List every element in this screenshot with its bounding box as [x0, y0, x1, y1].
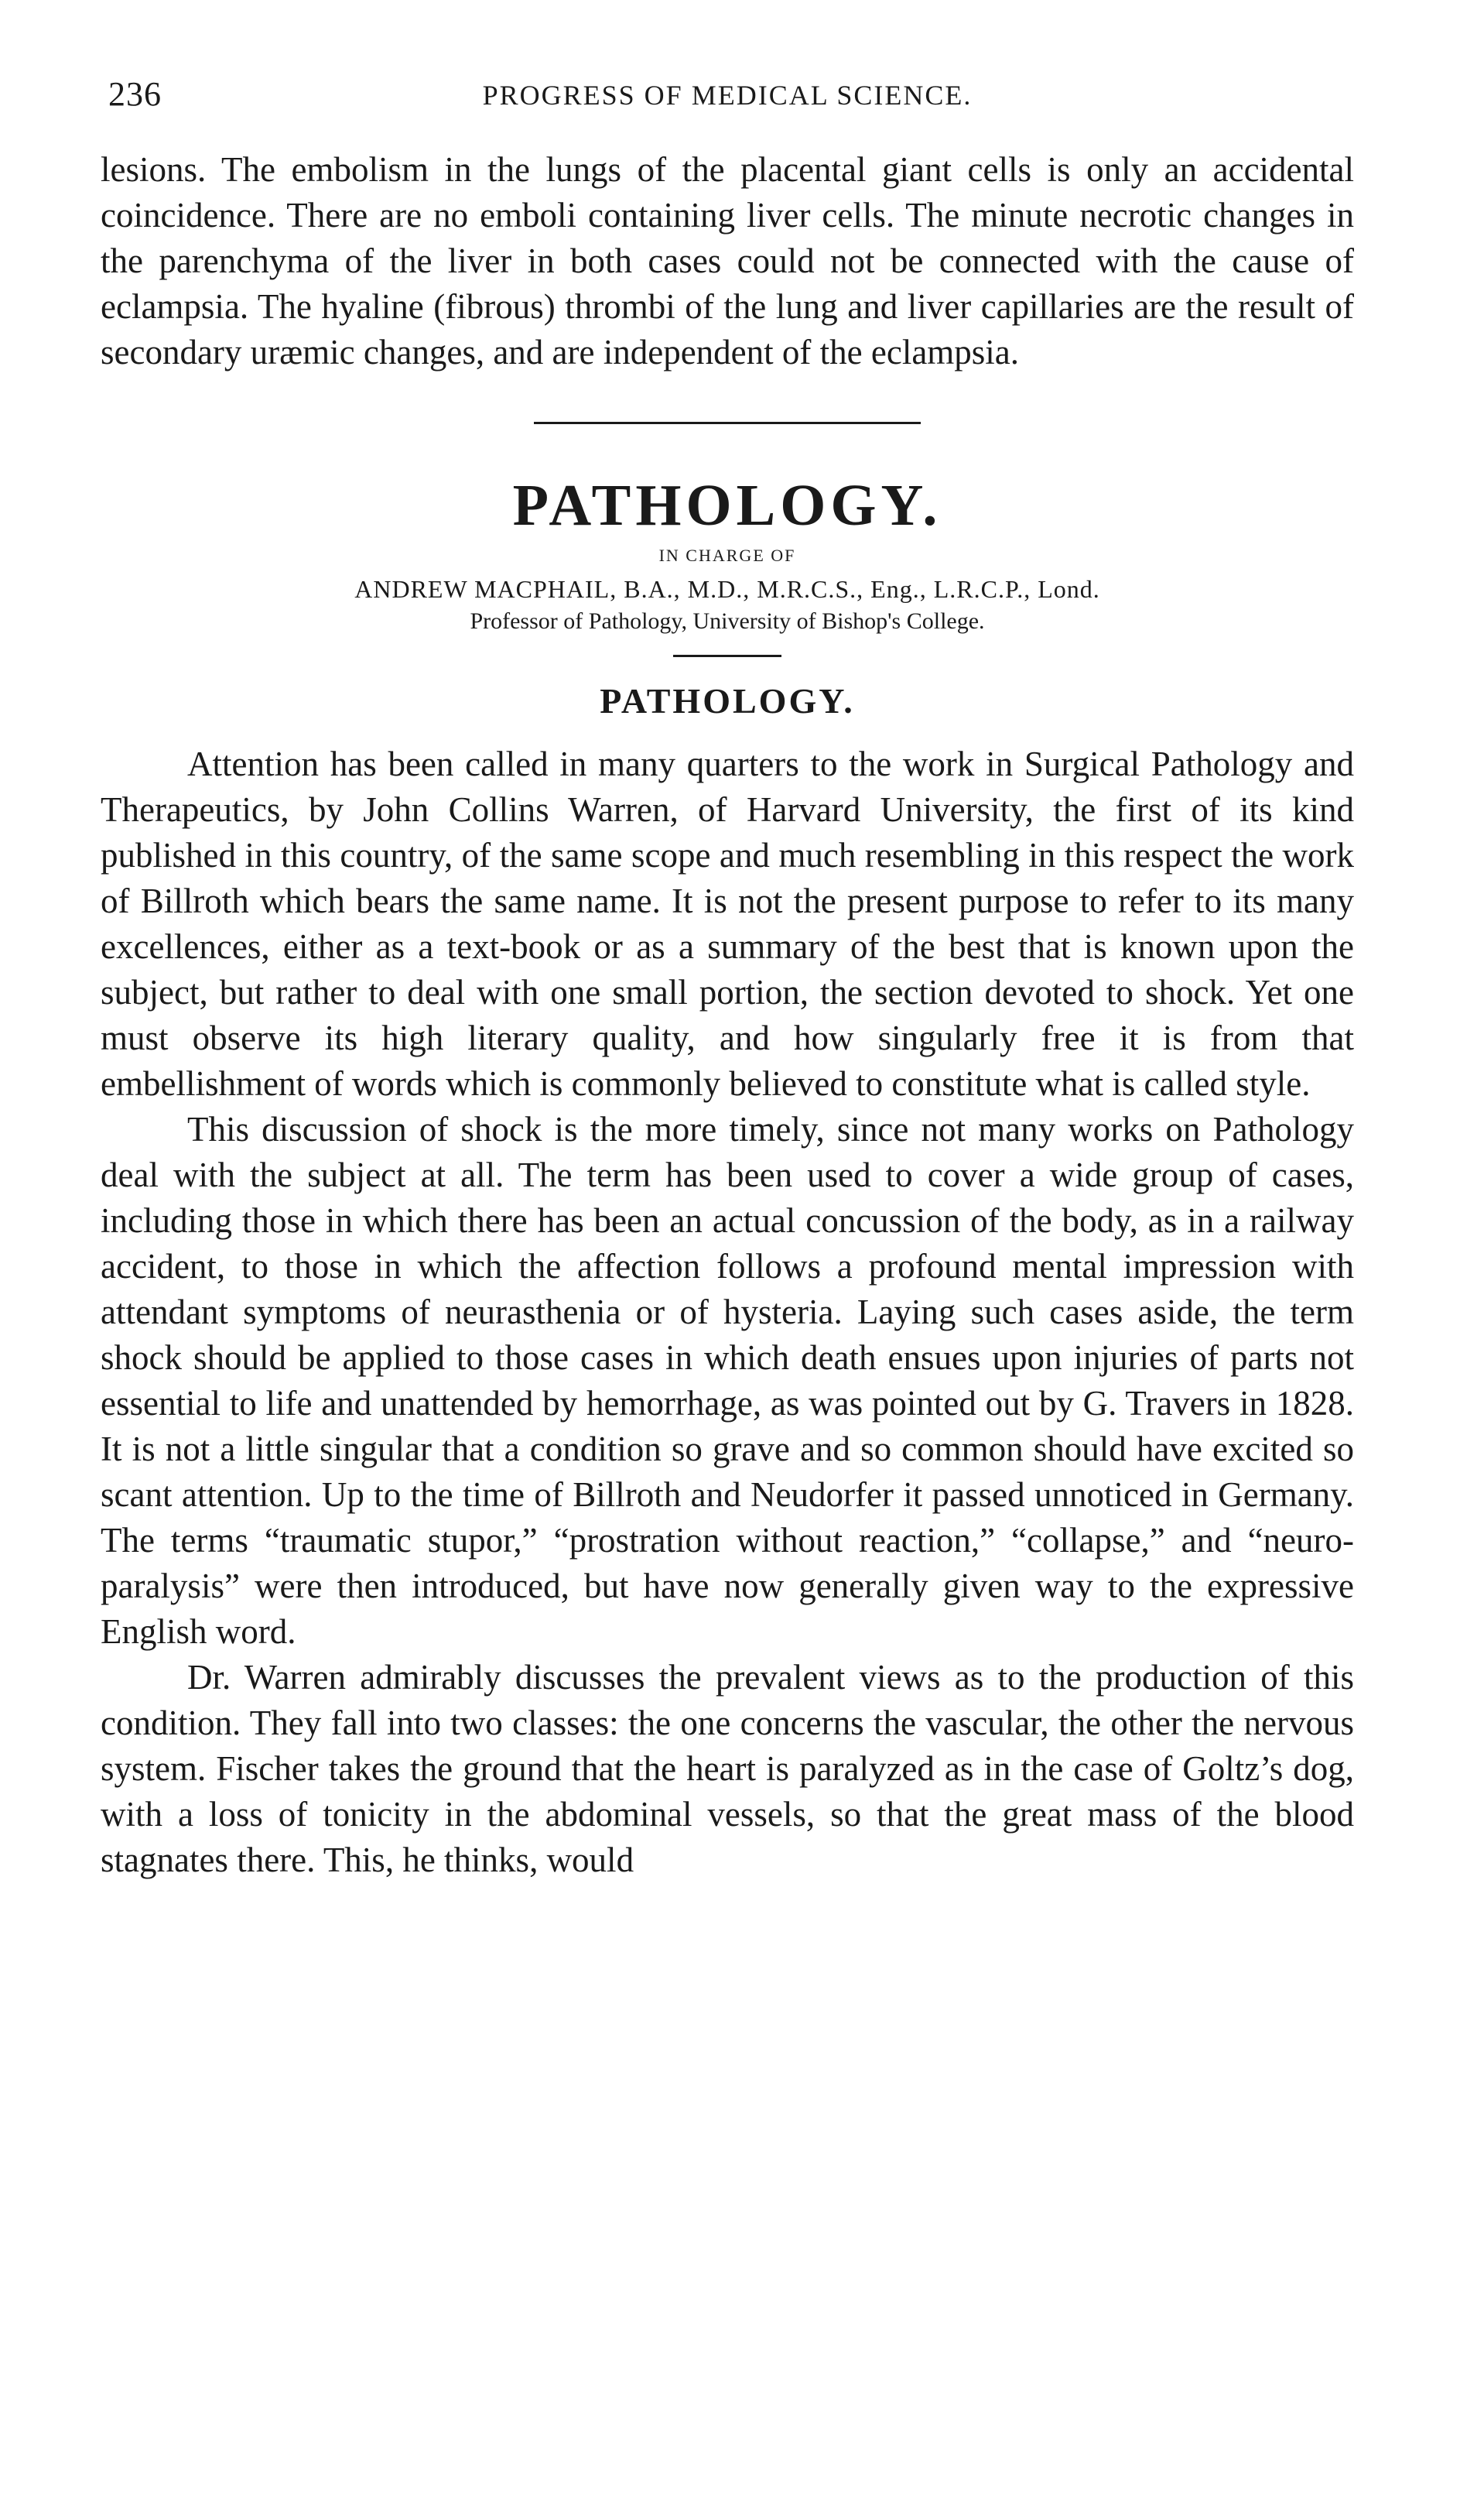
book-page: [101, 74, 1354, 1883]
body-paragraph: Attention has been called in many quarters to the work in Surgical Pathology and Therapeutics, by John Collins Warren, of Harvard University, the first of its kind published in this country, of the same scope and much resembling in this respect the work of Billroth which bears the same name. It is not the present purpose to refer to its many excellences, either as a text-book or as a summary of the best that is known upon the subject, but rather to deal with one small portion, the section devoted to shock. Yet one must observe its high literary quality, and how singularly free it is from that embellishment of words which is commonly believed to constitute what is called style.: [101, 745, 1354, 1103]
running-title: PROGRESS OF MEDICAL SCIENCE.: [482, 80, 973, 111]
editor-name: ANDREW MACPHAIL, B.A., M.D., M.R.C.S., Eng., L.R.C.P., Lond.: [354, 575, 1100, 603]
continued-paragraph: lesions. The embolism in the lungs of the placental giant cells is only an accidental coincidence. There are no emboli containing liver cells. The minute necrotic changes in the parenchyma of the liver in both cases could not be connected with the cause of eclampsia. The hyaline (fibrous) thrombi of the lung and liver capillaries are the result of secondary uræmic changes, and are independent of the eclampsia.: [101, 150, 1354, 372]
editor-affiliation: Professor of Pathology, University of Bishop's College.: [470, 608, 985, 634]
body-paragraph: Dr. Warren admirably discusses the prevalent views as to the production of this condition. They fall into two classes: the one concerns the vascular, the other the nervous system. Fischer takes the ground that the heart is paralyzed as in the case of Goltz’s dog, with a loss of tonicity in the abdominal vessels, so that the great mass of the blood stagnates there. This, he thinks, would: [101, 1658, 1354, 1879]
page-number: 236: [108, 75, 162, 113]
running-head: [101, 74, 1354, 121]
in-charge-label: IN CHARGE OF: [658, 546, 796, 565]
section-heading: PATHOLOGY.: [512, 473, 942, 538]
body-paragraph: This discussion of shock is the more timely, since not many works on Pathology deal with the subject at all. The term has been used to cover a wide group of cases, including those in which there has been an actual concussion of the body, as in a railway accident, to those in which the affection follows a profound mental impression with attendant symptoms of neurasthenia or of hysteria. Laying such cases aside, the term shock should be applied to those cases in which death ensues upon injuries of parts not essential to life and unattended by hemorrhage, as was pointed out by G. Travers in 1828. It is not a little singular that a condition so grave and so common should have excited so scant attention. Up to the time of Billroth and Neudorfer it passed unnoticed in Germany. The terms “traumatic stupor,” “prostration without reaction,” “collapse,” and “neuro-paralysis” were then introduced, but have now generally given way to the expressive English word.: [101, 1110, 1354, 1651]
short-divider: [673, 655, 781, 657]
section-divider: [534, 422, 921, 424]
subsection-heading: PATHOLOGY.: [600, 681, 855, 721]
